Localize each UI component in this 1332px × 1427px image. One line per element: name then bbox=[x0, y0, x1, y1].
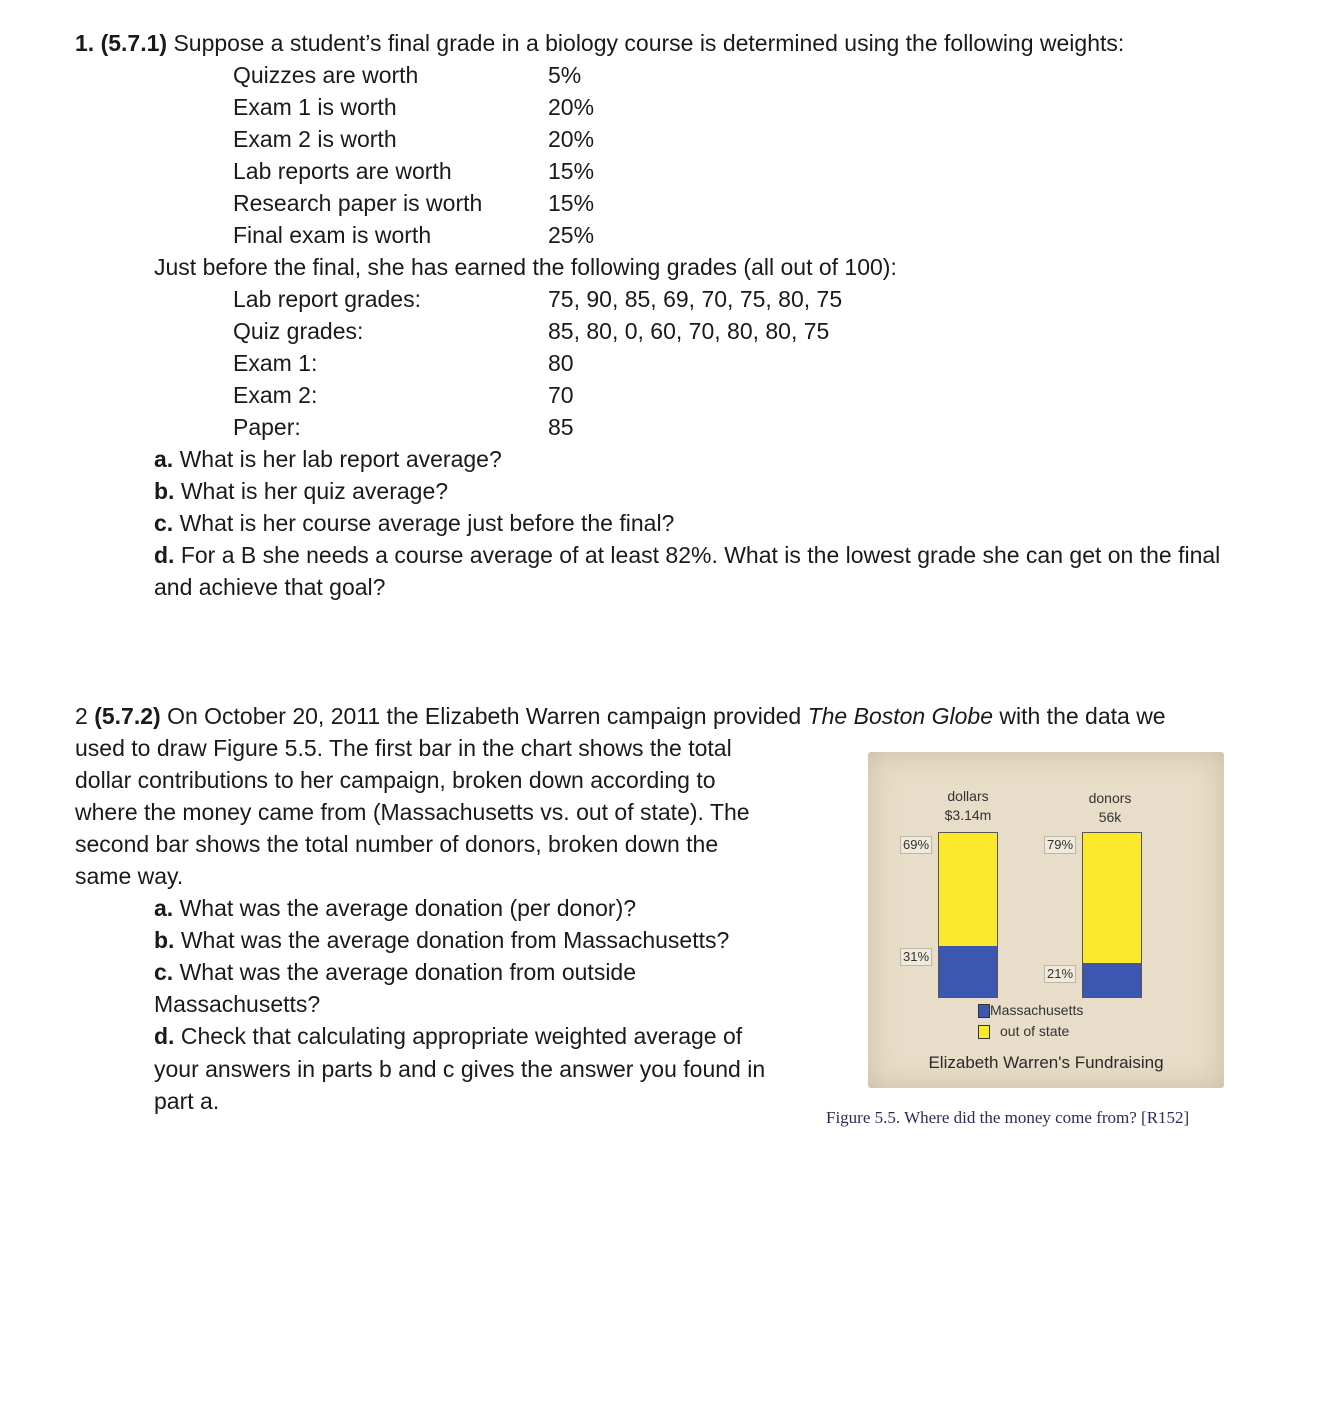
category-label-dollars: dollars bbox=[947, 788, 989, 804]
bar-donors bbox=[1082, 832, 1142, 998]
bar-segment-massachusetts bbox=[939, 946, 997, 997]
bar-segment-out-of-state bbox=[1083, 833, 1141, 963]
weight-label: Lab reports are worth bbox=[233, 158, 452, 184]
problem1-code: (5.7.1) bbox=[100, 30, 168, 56]
pct-label-donors-out-of-state: 79% bbox=[1044, 836, 1076, 854]
chart-title: Elizabeth Warren's Fundraising bbox=[928, 1053, 1164, 1072]
grade-value: 80 bbox=[548, 350, 574, 376]
bar-segment-massachusetts bbox=[1083, 963, 1141, 997]
question bbox=[154, 1021, 742, 1051]
question-text: What was the average donation from outside bbox=[179, 959, 637, 985]
problem2-intro-end: with the data we bbox=[993, 703, 1166, 729]
problem1-heading bbox=[75, 28, 1124, 58]
problem2-intro: On October 20, 2011 the Elizabeth Warren campaign provided bbox=[167, 703, 808, 729]
weight-value: 5% bbox=[548, 62, 582, 88]
body-line: where the money came from (Massachusetts vs. out of state). The bbox=[75, 799, 750, 825]
problem1-intro: Suppose a student’s final grade in a biology course is determined using the following weights: bbox=[173, 30, 1125, 56]
question-letter: d. bbox=[154, 1023, 175, 1049]
bar-segment-out-of-state bbox=[939, 833, 997, 946]
question-text: What was the average donation from Massachusetts? bbox=[180, 927, 730, 953]
question-letter: c. bbox=[154, 510, 174, 536]
weight-label: Research paper is worth bbox=[233, 190, 483, 216]
grade-label: Exam 1: bbox=[233, 350, 318, 376]
legend-swatch-out-of-state bbox=[978, 1025, 990, 1039]
legend-label-out-of-state: out of state bbox=[1000, 1023, 1070, 1039]
grades-intro: Just before the final, she has earned the following grades (all out of 100): bbox=[154, 254, 897, 280]
weight-value: 20% bbox=[548, 94, 595, 120]
question bbox=[154, 508, 674, 538]
pct-label-dollars-out-of-state: 69% bbox=[900, 836, 932, 854]
body-line: second bar shows the total number of donors, broken down the bbox=[75, 831, 719, 857]
total-label-donors: 56k bbox=[1098, 809, 1122, 825]
grade-label: Lab report grades: bbox=[233, 286, 421, 312]
question-text: For a B she needs a course average of at least 82%. What is the lowest grade she can get on the final bbox=[180, 542, 1221, 568]
weight-label: Exam 2 is worth bbox=[233, 126, 397, 152]
question bbox=[154, 925, 729, 955]
weight-value: 25% bbox=[548, 222, 595, 248]
fundraising-chart bbox=[868, 752, 1224, 1088]
weight-label: Final exam is worth bbox=[233, 222, 432, 248]
weight-value: 20% bbox=[548, 126, 595, 152]
problem1-number: 1. bbox=[75, 30, 95, 56]
question-continuation: part a. bbox=[154, 1088, 220, 1114]
pct-label-dollars-massachusetts: 31% bbox=[900, 948, 932, 966]
body-line: same way. bbox=[75, 863, 184, 889]
pct-label-donors-massachusetts: 21% bbox=[1044, 965, 1076, 983]
problem2-number: 2 bbox=[75, 703, 88, 729]
weight-label: Quizzes are worth bbox=[233, 62, 419, 88]
grade-label: Quiz grades: bbox=[233, 318, 364, 344]
question-text: Check that calculating appropriate weighted average of bbox=[180, 1023, 743, 1049]
total-label-dollars: $3.14m bbox=[944, 807, 992, 823]
question bbox=[154, 444, 502, 474]
question bbox=[154, 476, 448, 506]
question-text: What is her lab report average? bbox=[179, 446, 502, 472]
grade-value: 85 bbox=[548, 414, 574, 440]
question-letter: a. bbox=[154, 446, 174, 472]
question-letter: d. bbox=[154, 542, 175, 568]
grade-value: 70 bbox=[548, 382, 574, 408]
question-text: What is her quiz average? bbox=[180, 478, 449, 504]
grade-label: Exam 2: bbox=[233, 382, 318, 408]
question-letter: a. bbox=[154, 895, 174, 921]
problem2-code: (5.7.2) bbox=[94, 703, 161, 729]
weight-label: Exam 1 is worth bbox=[233, 94, 397, 120]
grade-label: Paper: bbox=[233, 414, 301, 440]
category-label-donors: donors bbox=[1088, 790, 1132, 806]
publication-name: The Boston Globe bbox=[807, 703, 993, 729]
grade-value: 85, 80, 0, 60, 70, 80, 80, 75 bbox=[548, 318, 830, 344]
grade-value: 75, 90, 85, 69, 70, 75, 80, 75 bbox=[548, 286, 843, 312]
weight-value: 15% bbox=[548, 190, 595, 216]
body-line: used to draw Figure 5.5. The first bar in the chart shows the total bbox=[75, 735, 732, 761]
question-continuation: Massachusetts? bbox=[154, 991, 321, 1017]
body-line: dollar contributions to her campaign, broken down according to bbox=[75, 767, 716, 793]
question-continuation: your answers in parts b and c gives the answer you found in bbox=[154, 1056, 766, 1082]
legend-label-massachusetts: Massachusetts bbox=[990, 1002, 1084, 1018]
problem2-heading bbox=[75, 701, 1166, 731]
question-letter: b. bbox=[154, 927, 175, 953]
bar-dollars bbox=[938, 832, 998, 998]
question-continuation: and achieve that goal? bbox=[154, 574, 386, 600]
legend-swatch-massachusetts bbox=[978, 1004, 990, 1018]
question bbox=[154, 957, 636, 987]
question-letter: b. bbox=[154, 478, 175, 504]
question bbox=[154, 540, 1220, 570]
question-letter: c. bbox=[154, 959, 174, 985]
weight-value: 15% bbox=[548, 158, 595, 184]
question-text: What was the average donation (per donor)? bbox=[179, 895, 637, 921]
figure-caption: Figure 5.5. Where did the money come from? [R152] bbox=[826, 1108, 1190, 1127]
question bbox=[154, 893, 636, 923]
question-text: What is her course average just before the final? bbox=[179, 510, 675, 536]
